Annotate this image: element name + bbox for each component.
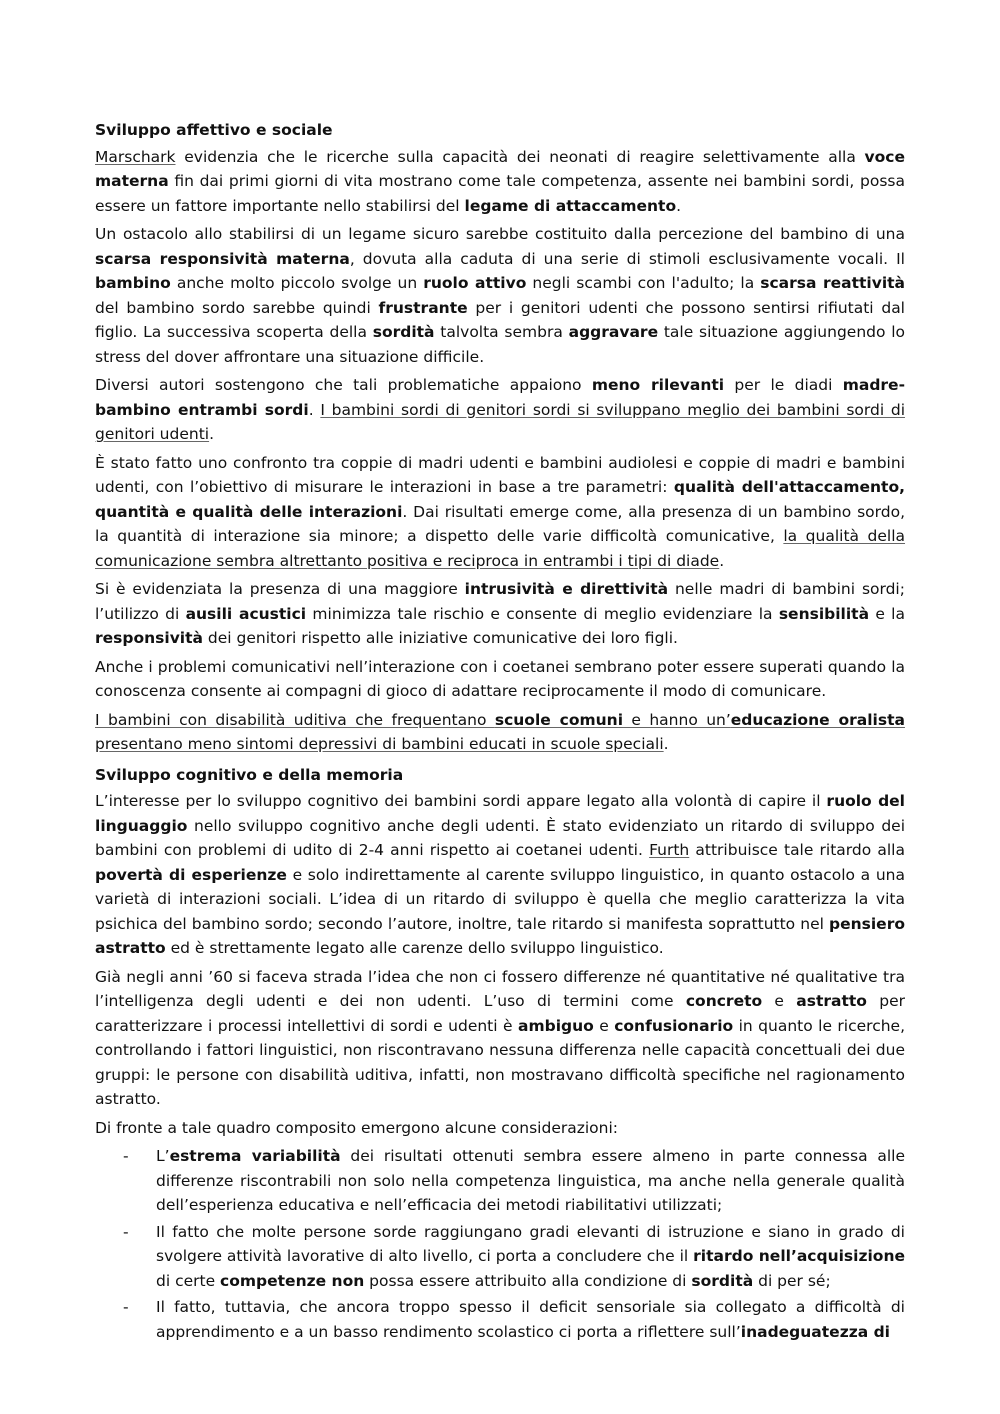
list-item xyxy=(95,1295,905,1344)
bullet-dash: - xyxy=(123,1298,129,1316)
paragraph: Un ostacolo allo stabilirsi di un legame sicuro sarebbe costituito dalla percezione del bambino di una scarsa responsività materna, dovuta alla caduta di una serie di stimoli esclusivamente vocali. Il bambino anche molto piccolo svolge un ruolo attivo negli scambi con l'adulto; la scarsa reattività del bambino sordo sarebbe quindi frustrante per i genitori udenti che possono sentirsi rifiutati dal figlio. La successiva scoperta della sordità talvolta sembra aggravare tale situazione aggiungendo lo stress del dover affrontare una situazione difficile. xyxy=(95,225,906,366)
paragraph: È stato fatto uno confronto tra coppie di madri udenti e bambini audiolesi e coppie di madri e bambini udenti, con l’obiettivo di misurare le interazioni in base a tre parametri: qualità dell'attaccamento, quantità e qualità delle interazioni. Dai risultati emerge come, alla presenza di un bambino sordo, la quantità di interazione sia minore; a dispetto delle varie difficoltà comunicative, la qualità della comunicazione sembra altrettanto positiva e reciproca in entrambi i tipi di diade. xyxy=(95,453,906,570)
list-item-text: L’estrema variabilità dei risultati ottenuti sembra essere almeno in parte connessa alle differenze riscontrabili non solo nella competenza linguistica, ma anche nella generale qualità dell’esperienza educativa e nell’efficacia dei metodi riabilitativi utilizzati; xyxy=(156,1147,905,1214)
list-item xyxy=(95,1220,905,1294)
section-heading-affective: Sviluppo affettivo e sociale xyxy=(95,121,333,139)
document-page xyxy=(95,118,905,1346)
bullet-dash: - xyxy=(123,1147,129,1165)
list-item xyxy=(95,1144,905,1218)
paragraph: I bambini con disabilità uditiva che frequentano scuole comuni e hanno un’educazione oralista presentano meno sintomi depressivi di bambini educati in scuole speciali. xyxy=(95,710,905,753)
section-heading-cognitive: Sviluppo cognitivo e della memoria xyxy=(95,765,404,784)
paragraph: Anche i problemi comunicativi nell’interazione con i coetanei sembrano poter essere superati quando la conoscenza consente ai compagni di gioco di adattare reciprocamente il modo di comunicare. xyxy=(95,657,905,700)
list-item-text: Il fatto che molte persone sorde raggiungano gradi elevanti di istruzione e siano in grado di svolgere attività lavorative di alto livello, ci porta a concludere che il ritardo nell’acquisizione di certe competenze non possa essere attribuito alla condizione di sordità di per sé; xyxy=(156,1222,905,1290)
bullet-dash: - xyxy=(123,1222,129,1241)
paragraph: Si è evidenziata la presenza di una maggiore intrusività e direttività nelle madri di bambini sordi; l’utilizzo di ausili acustici minimizza tale rischio e consente di meglio evidenziare la sensibilità e la responsività dei genitori rispetto alle iniziative comunicative dei loro figli. xyxy=(95,580,905,647)
paragraph: Marschark evidenzia che le ricerche sulla capacità dei neonati di reagire selettivamente alla voce materna fin dai primi giorni di vita mostrano come tale competenza, assente nei bambini sordi, possa essere un fattore importante nello stabilirsi del legame di attaccamento. xyxy=(95,147,905,215)
paragraph: Di fronte a tale quadro composito emergono alcune considerazioni: xyxy=(95,1118,619,1137)
list-item-text: Il fatto, tuttavia, che ancora troppo spesso il deficit sensoriale sia collegato a difficoltà di apprendimento e a un basso rendimento scolastico ci porta a riflettere sull’inadeguatezza di xyxy=(156,1298,905,1341)
paragraph: L’interesse per lo sviluppo cognitivo dei bambini sordi appare legato alla volontà di capire il ruolo del linguaggio nello sviluppo cognitivo anche degli udenti. È stato evidenziato un ritardo di sviluppo dei bambini con problemi di udito di 2-4 anni rispetto ai coetanei udenti. Furth attribuisce tale ritardo alla povertà di esperienze e solo indirettamente al carente sviluppo linguistico, in quanto ostacolo a una varietà di interazioni sociali. L’idea di un ritardo di sviluppo è quella che meglio caratterizza la vita psichica del bambino sordo; secondo l’autore, inoltre, tale ritardo si manifesta soprattutto nel pensiero astratto ed è strettamente legato alle carenze dello sviluppo linguistico. xyxy=(95,792,905,957)
considerations-list xyxy=(95,1144,905,1344)
paragraph: Già negli anni ’60 si faceva strada l’idea che non ci fossero differenze né quantitative né qualitative tra l’intelligenza degli udenti e dei non udenti. L’uso di termini come concreto e astratto per caratterizzare i processi intellettivi di sordi e udenti è ambiguo e confusionario in quanto le ricerche, controllando i fattori linguistici, non riscontravano nessuna differenza nelle capacità concettuali dei due gruppi: le persone con disabilità uditiva, infatti, non mostravano difficoltà specifiche nel ragionamento astratto. xyxy=(95,967,906,1108)
paragraph: Diversi autori sostengono che tali problematiche appaiono meno rilevanti per le diadi madre-bambino entrambi sordi. I bambini sordi di genitori sordi si sviluppano meglio dei bambini sordi di genitori udenti. xyxy=(95,376,905,443)
